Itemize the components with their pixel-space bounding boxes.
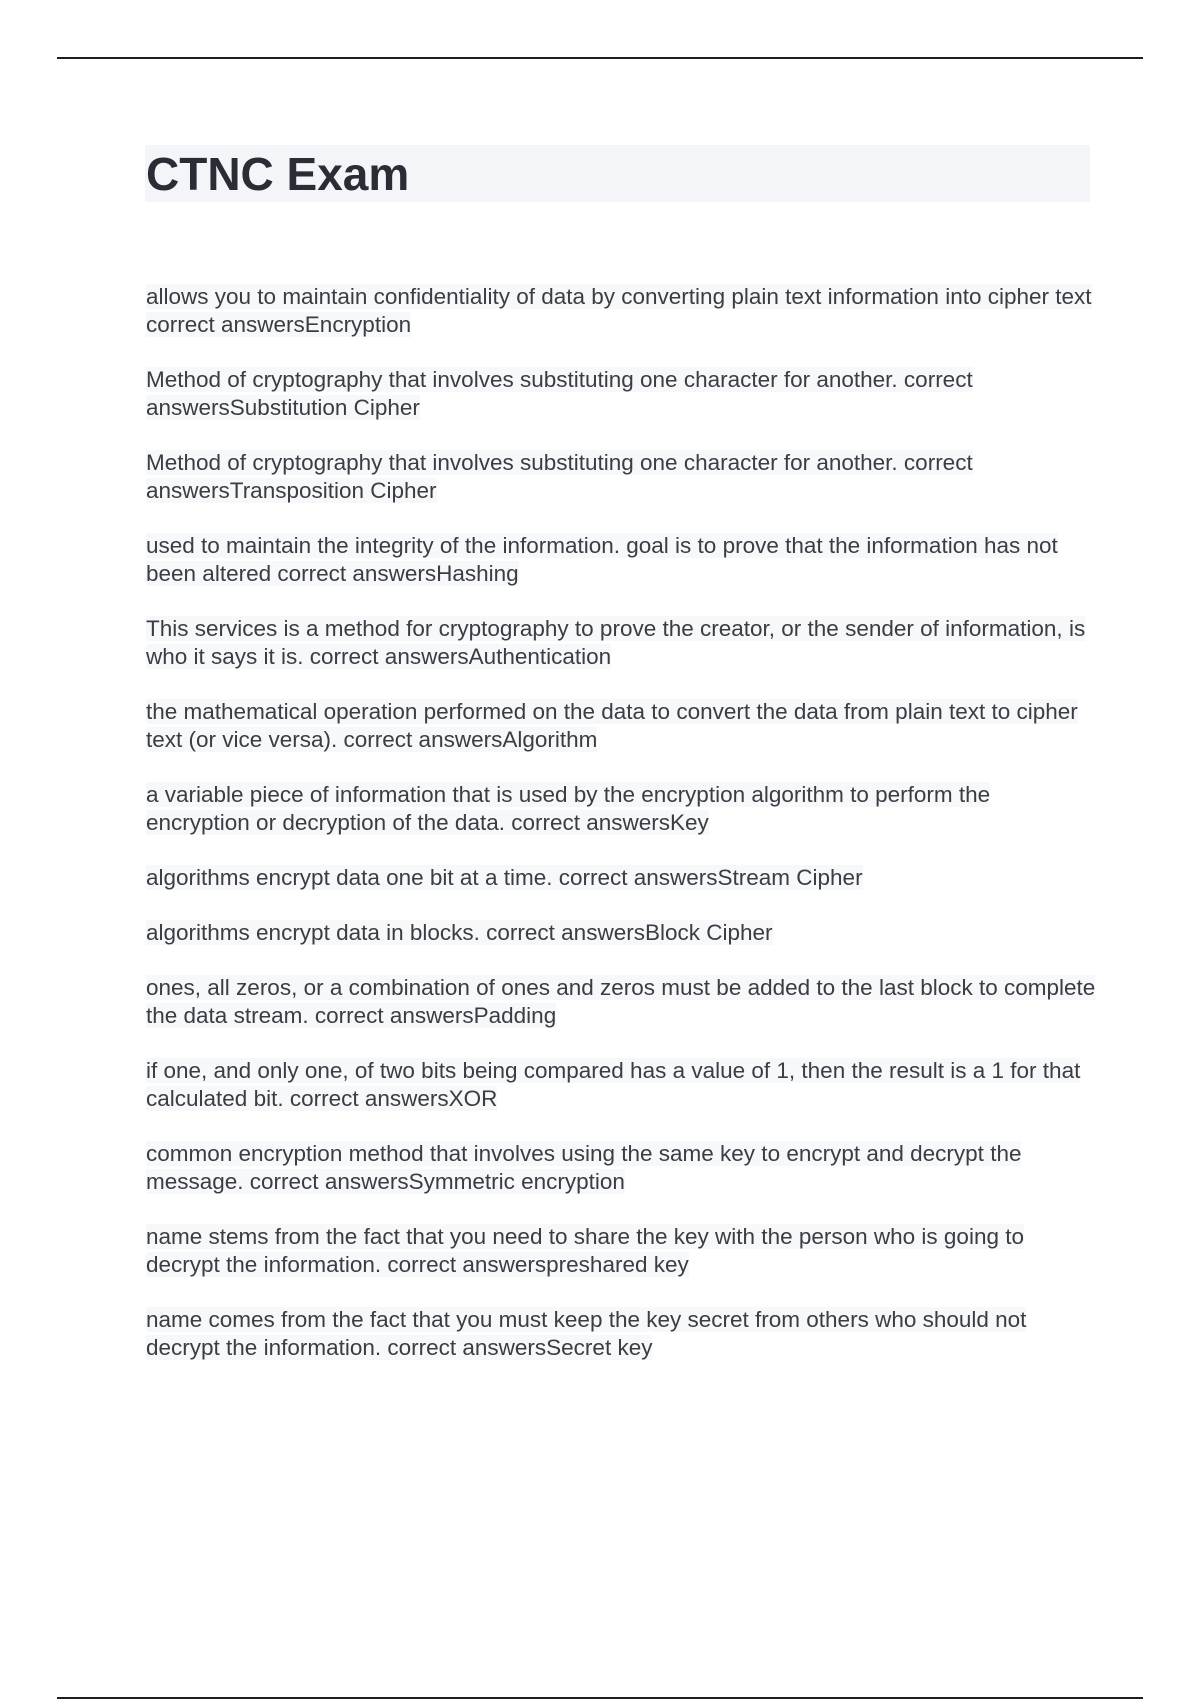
qa-item: [146, 698, 1096, 754]
qa-text: common encryption method that involves using the same key to encrypt and decrypt the message. correct answersSymmetric encryption: [146, 1141, 1022, 1194]
qa-text: name comes from the fact that you must keep the key secret from others who should not decrypt the information. correct answersSecret key: [146, 1307, 1027, 1360]
qa-text: used to maintain the integrity of the information. goal is to prove that the information has not been altered correct answersHashing: [146, 533, 1058, 586]
qa-item: [146, 1140, 1096, 1196]
qa-item: [146, 1306, 1096, 1362]
top-rule: [57, 57, 1143, 59]
qa-text: if one, and only one, of two bits being compared has a value of 1, then the result is a 1 for that calculated bit. correct answersXOR: [146, 1058, 1081, 1111]
qa-text: This services is a method for cryptography to prove the creator, or the sender of information, is who it says it is. correct answersAuthentication: [146, 616, 1086, 669]
qa-text: algorithms encrypt data in blocks. correct answersBlock Cipher: [146, 920, 773, 945]
qa-item: [146, 283, 1096, 339]
qa-text: a variable piece of information that is used by the encryption algorithm to perform the encryption or decryption of the data. correct answersKey: [146, 782, 991, 835]
qa-item: [146, 1223, 1096, 1279]
qa-item: [146, 366, 1096, 422]
qa-item: [146, 919, 1096, 947]
qa-item: [146, 781, 1096, 837]
qa-item: [146, 864, 1096, 892]
qa-item: [146, 1057, 1096, 1113]
qa-list: [146, 283, 1096, 1389]
qa-text: name stems from the fact that you need to share the key with the person who is going to decrypt the information. correct answerspreshared key: [146, 1224, 1024, 1277]
qa-text: the mathematical operation performed on the data to convert the data from plain text to cipher text (or vice versa). correct answersAlgorithm: [146, 699, 1078, 752]
qa-text: algorithms encrypt data one bit at a time. correct answersStream Cipher: [146, 865, 863, 890]
bottom-rule: [57, 1697, 1143, 1699]
qa-text: Method of cryptography that involves substituting one character for another. correct answersSubstitution Cipher: [146, 367, 973, 420]
qa-item: [146, 974, 1096, 1030]
qa-text: Method of cryptography that involves substituting one character for another. correct answersTransposition Cipher: [146, 450, 973, 503]
qa-item: [146, 449, 1096, 505]
qa-item: [146, 532, 1096, 588]
qa-item: [146, 615, 1096, 671]
page-title: CTNC Exam: [146, 148, 410, 200]
qa-text: allows you to maintain confidentiality of data by converting plain text information into cipher text correct answersEncryption: [146, 284, 1092, 337]
qa-text: ones, all zeros, or a combination of ones and zeros must be added to the last block to complete the data stream. correct answersPadding: [146, 975, 1096, 1028]
